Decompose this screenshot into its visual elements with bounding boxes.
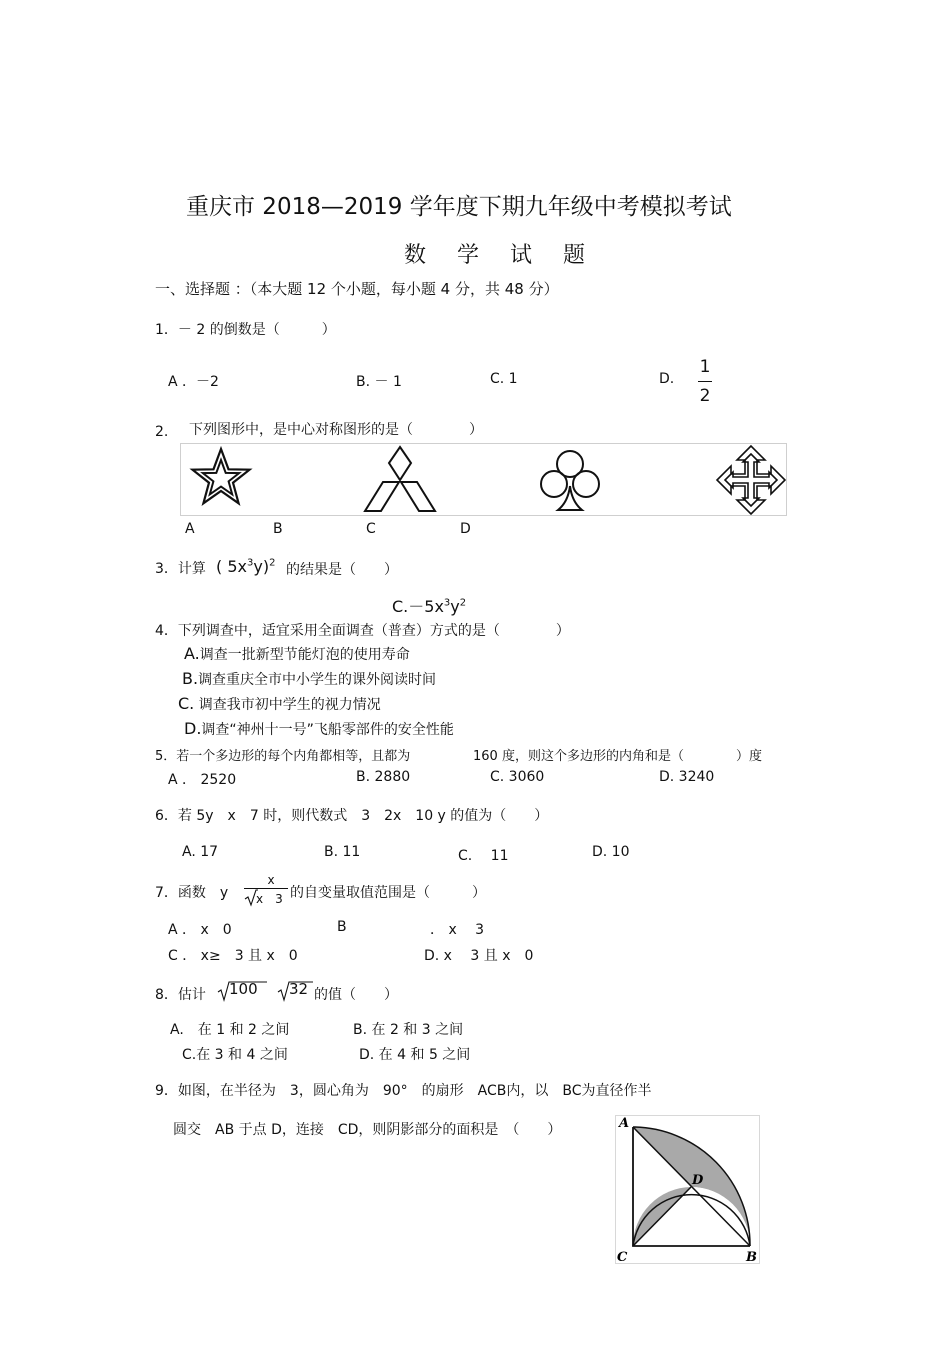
- section-heading: 一、选择题 ：（本大题 12 个小题，每小题 4 分，共 48 分）: [155, 280, 559, 298]
- question-1-option-a: A ．－2: [168, 374, 219, 390]
- question-8-option-c: C.在 3 和 4 之间: [182, 1047, 288, 1063]
- question-7-option-c: C ． x≥ 3 且 x 0: [168, 948, 298, 964]
- fraction-denominator: 2: [699, 386, 711, 406]
- fraction-numerator: 1: [699, 357, 711, 377]
- figure-label-a: A: [185, 521, 195, 537]
- question-7-stem: 7．函数 y: [155, 885, 229, 901]
- point-label-a: A: [619, 1116, 630, 1131]
- point-label-b: B: [746, 1250, 757, 1265]
- question-5-stem-end: 160 度，则这个多边形的内角和是（ ）度: [473, 749, 762, 764]
- club-suit-icon: [541, 451, 599, 510]
- fraction-numerator: x: [267, 873, 275, 887]
- question-8-stem-end: 的值（ ）: [314, 987, 398, 1003]
- question-2-figure-panel: [180, 443, 787, 516]
- question-3-option-c: $C.-5x^3y^2$: [392, 597, 467, 616]
- figure-label-d: D: [460, 521, 471, 537]
- question-8-option-b: B. 在 2 和 3 之间: [353, 1022, 464, 1038]
- figure-label-c: C: [366, 521, 376, 537]
- question-5-option-c: C. 3060: [490, 769, 545, 785]
- question-4-option-c: C. 调查我市初中学生的视力情况: [178, 694, 381, 713]
- question-3-stem: 3．计算: [155, 561, 206, 577]
- question-3-stem-end: 的结果是（ ）: [286, 562, 398, 578]
- question-4-option-b: B.调查重庆全市中小学生的课外阅读时间: [182, 669, 437, 688]
- question-1-option-b: B. － 1: [356, 374, 402, 390]
- question-1-option-d-label: D.: [659, 371, 675, 387]
- question-8-radical-2: 32: [277, 980, 308, 998]
- figure-label-b: B: [273, 521, 283, 537]
- question-8-radical-1: 100: [217, 980, 258, 998]
- question-1-option-c: C. 1: [490, 371, 518, 387]
- question-6-stem: 6．若 5y x 7 时，则代数式 3 2x 10 y 的值为（ ）: [155, 808, 549, 824]
- point-label-c: C: [617, 1250, 628, 1265]
- question-4-option-a: A.调查一批新型节能灯泡的使用寿命: [184, 644, 410, 663]
- point-label-d: D: [692, 1173, 704, 1188]
- question-5-stem: 5．若一个多边形的每个内角都相等，且都为: [155, 749, 411, 764]
- question-3-expression: ( $5x^3y)^2$: [216, 557, 276, 576]
- question-7-option-a: A ． x 0: [168, 922, 232, 938]
- question-9-figure: [615, 1115, 761, 1265]
- question-2-stem: 下列图形中，是中心对称图形的是（ ）: [189, 422, 483, 438]
- question-9-stem-line-2: 圆交 AB 于点 D，连接 CD，则阴影部分的面积是 （ ）: [173, 1122, 562, 1138]
- question-5-option-b: B. 2880: [356, 769, 411, 785]
- question-2-number: 2.: [155, 424, 169, 440]
- fraction-bar: [698, 381, 712, 382]
- four-way-arrow-icon: [717, 446, 785, 514]
- question-6-option-c: C. 11: [458, 848, 509, 864]
- question-1-stem: 1．－ 2 的倒数是（ ）: [155, 322, 336, 338]
- rhombus-emblem-icon: [365, 447, 435, 511]
- question-4-stem: 4．下列调查中，适宜采用全面调查（普查）方式的是（ ）: [155, 623, 570, 639]
- question-7-stem-end: 的自变量取值范围是（ ）: [290, 885, 486, 901]
- question-7-fraction: [244, 873, 288, 907]
- question-7-option-d: D. x 3 且 x 0: [424, 948, 534, 964]
- question-1-option-d-fraction: [698, 357, 712, 406]
- page-title: 重庆市 2018—2019 学年度下期九年级中考模拟考试: [186, 194, 732, 220]
- question-4-option-d: D.调查“神州十一号”飞船零部件的安全性能: [184, 719, 454, 738]
- page-subtitle: 数 学 试 题: [404, 243, 597, 268]
- question-5-option-a: A ． 2520: [168, 772, 237, 788]
- fraction-denominator: x 3: [244, 890, 288, 907]
- question-8-option-d: D. 在 4 和 5 之间: [359, 1047, 471, 1063]
- question-9-stem-line-1: 9．如图，在半径为 3，圆心角为 90° 的扇形 ACB内，以 BC为直径作半: [155, 1083, 652, 1099]
- question-5-option-d: D. 3240: [659, 769, 715, 785]
- question-7-option-b-label: B: [337, 919, 347, 935]
- question-6-option-a: A. 17: [182, 844, 219, 860]
- question-7-option-b: ． x 3: [430, 922, 485, 938]
- star-icon: [193, 449, 250, 503]
- question-8-option-a: A. 在 1 和 2 之间: [170, 1022, 290, 1038]
- question-6-option-d: D. 10: [592, 844, 630, 860]
- question-8-stem: 8．估计: [155, 987, 206, 1003]
- question-6-option-b: B. 11: [324, 844, 361, 860]
